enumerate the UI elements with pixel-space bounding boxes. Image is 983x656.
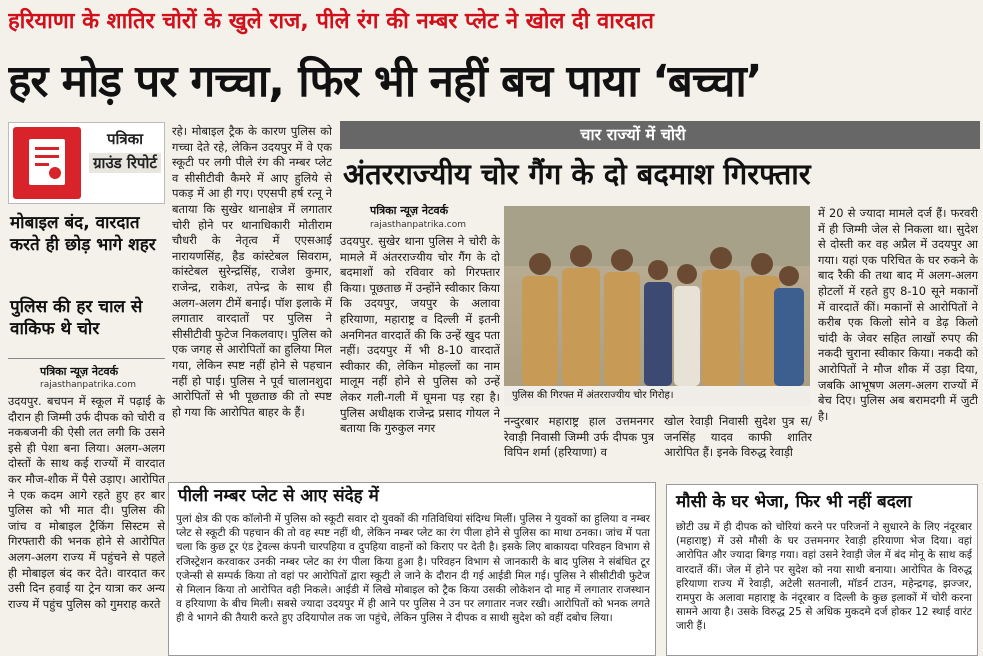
section-band-label: चार राज्यों में चोरी	[580, 125, 686, 144]
under-photo-text-a: नन्दुरबार महाराष्ट्र हाल उत्तमनगर रेवाड़ी निवासी जिम्मी उर्फ दीपक पुत्र विपिन शर्मा (हरियाणा) व	[504, 414, 654, 460]
col3-article-body: उदयपुर. सुखेर थाना पुलिस ने चोरी के मामले में अंतरराज्यीय चोर गैंग के दो बदमाशों को रविवार को गिरफ्तार किया। पूछताछ में उन्होंने स्वीकार किया कि उदयपुर, जयपुर के अलावा हरियाणा, महाराष्ट्र व दिल्ली में इतनी अनगिनत वारदातें की कि उन्हें खुद पता नहीं। उदयपुर में भी 8-10 वारदातें स्वीकार की, लेकिन मोहल्लों का नाम मालूम नहीं होने से पुलिस को उन्हें लेकर गली-गली में घूमना पड़ रहा है। पुलिस अधीक्षक राजेन्द्र प्रसाद गोयल ने बताया कि गुरुकुल नगर	[340, 234, 500, 436]
left-article-body: उदयपुर. बचपन में स्कूल में पढ़ाई के दौरान ही जिम्मी उर्फ दीपक को चोरी व नकबजनी की ऐसी लत लगी कि उसने इसे ही पेशा बना लिया। अलग-अलग दोस्तों के साथ कई राज्यों में वारदात कर मौज-शौक में पैसे उड़ाए। आरोपित ने एक कदम आगे रहते हुए हर बार पुलिस को भी मात दी। पुलिस की जांच व मोबाइल ट्रैकिंग सिस्टम से गिरफ्तारी की भनक होने से आरोपित अलग-अलग राज्य में पहुंचने से पहले ही मोबाइल बंद कर देते। वारदात कर उसी दिन हवाई या ट्रेन यात्रा कर अन्य राज्य में पहुंच पुलिस को गुमराह करते	[8, 394, 165, 611]
sub-headline: अंतरराज्यीय चोर गैंग के दो बदमाश गिरफ्तार	[343, 157, 811, 191]
box2-title: मौसी के घर भेजा, फिर भी नहीं बदला	[676, 492, 912, 512]
arrest-photo	[504, 206, 810, 406]
patrika-brand: पत्रिका	[106, 130, 144, 148]
kicker-headline: हरियाणा के शातिर चोरों के खुले राज, पीले रंग की नम्बर प्लेट ने खोल दी वारदात	[8, 9, 654, 34]
left-deck-1: मोबाइल बंद, वारदात करते ही छोड़ भागे शहर	[10, 213, 156, 255]
left-deck-2: पुलिस की हर चाल से वाकिफ थे चोर	[10, 297, 143, 339]
left-byline: पत्रिका न्यूज़ नेटवर्क	[40, 365, 119, 378]
under-photo-text-b: खोल रेवाड़ी निवासी सुदेश पुत्र स/जनसिंह यादव काफी शातिर आरोपित हैं। इनके विरुद्ध रेवाड़ी	[664, 414, 812, 460]
box1-title: पीली नम्बर प्लेट से आए संदेह में	[178, 486, 379, 506]
center-byline: पत्रिका न्यूज़ नेटवर्क	[370, 204, 449, 217]
ground-report-badge	[8, 122, 165, 204]
box2-body: छोटी उम्र में ही दीपक को चोरियां करने पर परिजनों ने सुधारने के लिए नंदूरबार (महाराष्ट्र) में उसे मौसी के घर उत्तमनगर रेवाड़ी हरियाणा भेज दिया। वहां आरोपित और ज्यादा बिगड़ गया। वहां उसने रेवाड़ी जेल में बंद मोनू के साथ कई वारदातें कीं। जेल में होने पर सुदेश को नया साथी बनाया। आरोपित के विरुद्ध हरियाणा राज्य में रेवाड़ी, अटेली सतनाली, मॉडर्न टाउन, महेन्द्रगढ़, झज्जर, रामपुरा के अलावा महाराष्ट्र के नंदूरबार व दिल्ली के कुछ इलाकों में चोरी करना सामने आया है। उसके विरुद्ध 25 से अधिक मुकदमे दर्ज होकर 12 स्थाई वारंट जारी हैं।	[676, 521, 972, 633]
left-byline-url: rajasthanpatrika.com	[40, 380, 136, 390]
divider	[8, 358, 165, 359]
right-article-body: में 20 से ज्यादा मामले दर्ज हैं। फरवरी में ही जिम्मी जेल से निकला था। सुदेश से दोस्ती कर वह अप्रैल में उदयपुर आ गया। यहां एक परिचित के घर रुकने के बाद रैकी की तथा बाद में अलग-अलग होटलों में रहते हुए 8-10 सूने मकानों में वारदातें कीं। मकानों से आरोपितों ने करीब एक किलो सोने व डेढ़ किलो चांदी के जेवर सहित लाखों रुपए की नकदी चुराना स्वीकार किया। नकदी को आरोपितों ने मौज शौक में उड़ा दिया, जबकि आभूषण अलग-अलग राज्यों में बेच दिए। पुलिस अब बरामदगी में जुटी है।	[818, 206, 978, 423]
ground-report-title: ग्राउंड रिपोर्ट	[89, 153, 161, 173]
photo-caption: पुलिस की गिरफ्त में अंतरराज्यीय चोर गिरोह।	[504, 386, 810, 406]
box1-body: पुलां क्षेत्र की एक कॉलोनी में पुलिस को स्कूटी सवार दो युवकों की गतिविधियां संदिग्ध मिलीं। पुलिस ने युवकों का हुलिया व नम्बर प्लेट से स्कूटी की पहचान की तो वह स्पष्ट नहीं थी, लेकिन नम्बर प्लेट का रंग पीला होने से पुलिस का माथा ठनका। जांच में पता चला कि कुछ टूर एंड ट्रेवल्स कंपनी चारपहिया व दुपहिया वाहनों को किराए पर देती है। इसके लिए बाकायदा परिवहन विभाग से रजिस्ट्रेशन करवाकर उनकी नम्बर प्लेट का रंग पीला किया हुआ है। परिवहन विभाग से जानकारी के बाद पुलिस ने संबंधित टूर एजेन्सी से सम्पर्क किया तो वहां पर आरोपितों द्वारा स्कूटी ले जाने के दौरान दी गई आईडी मिल गई। पुलिस ने सीसीटीवी फुटेज से मिलान किया तो आरोपित वही निकले। आईडी में लिखे मोबाइल को ट्रैक किया उसकी लोकेशन दो माह में लगातार राजस्थान व हरियाणा के बीच मिली। सबसे ज्यादा उदयपुर में ही आने पर पुलिस ने उन पर लगातार नजर रखी। आरोपितों को भनक लगते ही वे भागने की तैयारी करते हुए उदियापोल तक जा पहुंचे, लेकिन पुलिस ने दीपक व साथी सुदेश को वहीं दबोच लिया।	[176, 513, 650, 625]
main-headline: हर मोड़ पर गच्चा, फिर भी नहीं बच पाया ‘बच्चा’	[8, 56, 762, 107]
center-byline-url: rajasthanpatrika.com	[370, 220, 466, 230]
col2-article-body: रहे। मोबाइल ट्रैक के कारण पुलिस को गच्चा देते रहे, लेकिन उदयपुर में वे एक स्कूटी पर लगी पीले रंग की नम्बर प्लेट व सीसीटीवी कैमरे में आए हुलिये से पकड़ में आ ही गए। एएसपी हर्ष रत्नू ने बताया कि सुखेर थानाक्षेत्र में लगातार चोरी होने पर थानाधिकारी मोतीराम चौधरी के नेतृत्व में एएसआई नारायणसिंह, हैड कांस्टेबल सिवराम, कांस्टेबल सुरेन्द्रसिंह, राजेश कुमार, राजेन्द्र, राकेश, तपेन्द्र के साथ ही अलग-अलग टीमें बनाई। पॉश इलाके में लगातार वारदातों पर पुलिस ने सीसीटीवी फुटेज निकलवाए। पुलिस को एक जगह से आरोपितों का हुलिया मिल गया, लेकिन स्पष्ट नहीं होने से पहचान नहीं हो पाई। पुलिस ने पूर्व चालानशुदा आरोपितों से भी पूछताछ की तो स्पष्ट हो गया कि आरोपित बाहर के हैं।	[172, 124, 332, 419]
report-document-icon	[13, 127, 81, 199]
